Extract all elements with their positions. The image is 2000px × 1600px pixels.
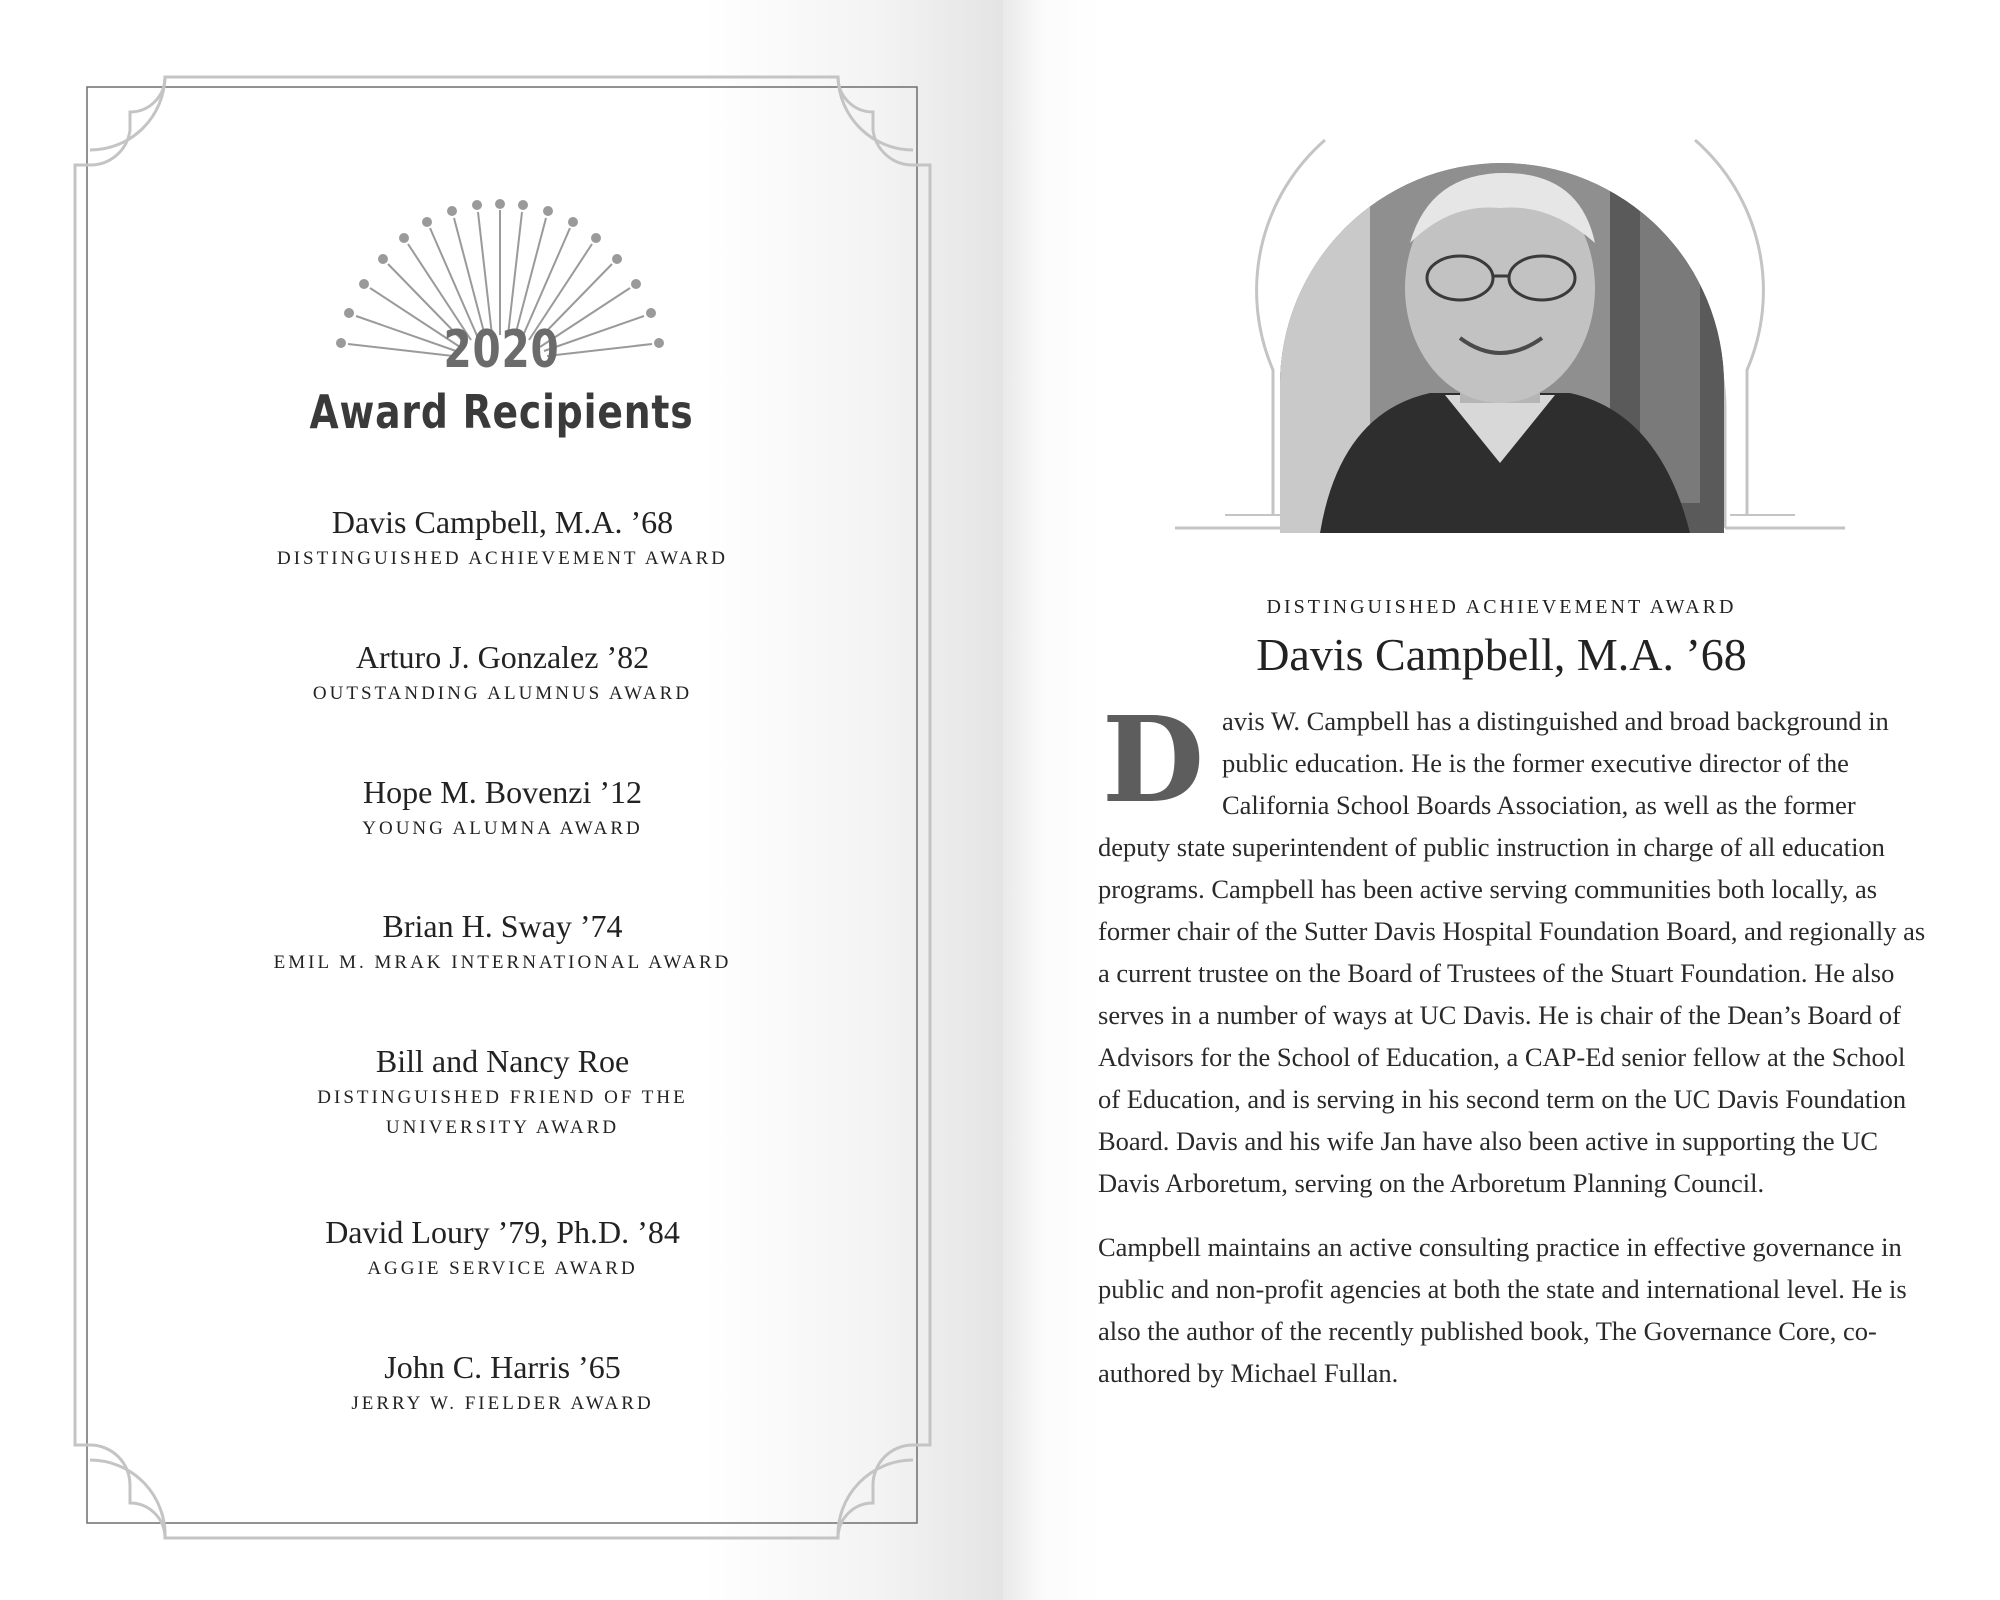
bio-paragraph-2: Campbell maintains an active consulting practice in effective governance in public and non-profit agencies at both the state and international level. He is also the author of the recently published book, The Governance Core, co-authored by Michael Fullan.: [1098, 1232, 1907, 1388]
recipient-item: [150, 635, 855, 709]
feature-award-title: DISTINGUISHED ACHIEVEMENT AWARD: [1266, 596, 1737, 618]
feature-recipient-name: Davis Campbell, M.A. ’68: [1256, 629, 1747, 680]
recipient-award: YOUNG ALUMNA AWARD: [362, 818, 643, 839]
recipient-award-line2: UNIVERSITY AWARD: [385, 1117, 620, 1138]
recipient-item: [150, 770, 855, 844]
recipient-name: Bill and Nancy Roe: [375, 1043, 630, 1079]
recipient-item: [150, 500, 855, 574]
recipient-item: [150, 1039, 855, 1143]
recipient-name: Hope M. Bovenzi ’12: [362, 774, 643, 810]
recipient-award: AGGIE SERVICE AWARD: [367, 1258, 638, 1279]
drop-cap-letter: D: [1101, 690, 1205, 829]
recipient-award: DISTINGUISHED FRIEND OF THE: [317, 1087, 688, 1108]
recipient-award: OUTSTANDING ALUMNUS AWARD: [312, 683, 693, 704]
recipient-award: JERRY W. FIELDER AWARD: [351, 1393, 654, 1414]
recipient-item: [150, 1345, 855, 1419]
recipient-name: John C. Harris ’65: [384, 1349, 621, 1385]
bio-paragraph-1: [1098, 690, 1928, 1204]
bio-paragraph-1-text: avis W. Campbell has a distinguished and broad background in public education. He is the former executive director of the California School Boards Association, as well as the former deputy state superintendent of public instruction in charge of all education programs. Campbell has been active serving communities both locally, as former chair of the Sutter Davis Hospital Foundation Board, and regionally as a current trustee on the Board of Trustees of the Stuart Foundation. He also serves in a number of ways at UC Davis. He is chair of the Dean’s Board of Advisors for the School of Education, a CAP-Ed senior fellow at the School of Education, and is serving in his second term on the UC Davis Foundation Board. Davis and his wife Jan have also been active in supporting the UC Davis Arboretum, serving on the Arboretum Planning Council.: [1098, 706, 1926, 1198]
recipient-name: David Loury ’79, Ph.D. ’84: [325, 1214, 680, 1250]
year-title: 2020: [443, 320, 560, 380]
award-recipients-heading: Award Recipients: [309, 385, 694, 439]
recipient-item: [150, 1210, 855, 1284]
recipient-award: EMIL M. MRAK INTERNATIONAL AWARD: [273, 952, 732, 973]
recipient-name: Arturo J. Gonzalez ’82: [355, 639, 650, 675]
recipient-item: [150, 904, 855, 978]
recipient-name: Brian H. Sway ’74: [382, 908, 623, 944]
biography-text: [1098, 690, 1928, 1416]
recipient-award: DISTINGUISHED ACHIEVEMENT AWARD: [276, 548, 729, 569]
recipient-name: Davis Campbell, M.A. ’68: [331, 504, 674, 540]
